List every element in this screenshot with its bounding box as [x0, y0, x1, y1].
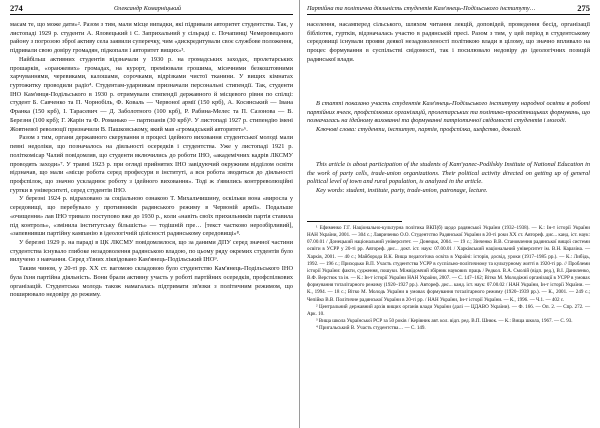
- abstract-paragraph: В статті показано участь студентів Кам'янець-Подільського інституту народної освіти в роботі партійних ячеєк, профспілкових організацій, пролетарських та політико-просвітницьких формувань, що позначалась на ідейному вихованні та формуванні патріотичної свідомості студентів і молоді.: [307, 100, 590, 125]
- abstract-ukrainian: [307, 100, 590, 135]
- right-running-head: Партійна та політична діяльність студентів Кам'янець-Подільського інституту…: [307, 5, 536, 12]
- footnote: ¹ Ефименко Г.Г. Національно-культурна політика ВКП(б) щодо радянської України (1932–1938). — К.: Ін-т історії України НАН України, 2001. — 304 с.; Лавриченко О.О. Студентство Радянської України в 20-ті роки XX ст. Автореф. дис... канд. іст. наук: 07.00.01 / Донецький національний університет. — Донецьк, 2004. — 19 с.; Зінченко В.В. Становлення радянської вищої системи освіти в УСРР у 20-ті рр. Автореф. дис... докт. іст. наук: 07.00.01 / Харківський національний університет ім. В.Н. Каразіна. — Харків, 2001. — 40 с.; Майборода В.К. Вища педагогічна освіта в Україні: історія, досвід, уроки (1917–1985 рр.). — К.: Либідь, 1992. — 196 с.; Приходько В.П. Участь студентства УСРР в суспільно-політичному та культурному житті в 1920-ті рр. // Проблеми історії України: факти, судження, пошуки. Міжвідомчий збірник наукових праць / Редкол. В.А. Смолій (відп. ред.), В.І. Даниленко, В.Ф. Верстюк та ін. — К.: Ін-т історії України НАН України, 2007. — С. 147–162; Вітко М. Молодіжні організації в УСРР в умовах формування тоталітарного режиму (1920–1927 рр.). Автореф. дис... канд. іст. наук: 07.00.02 / НАН України, Ін-т історії України. — К., 1994. — 18 с.; Вітко М. Молодь України в умовах формування тоталітарного режиму (1920–1939 рр.). — К., 2001. — 249 с.; Чепійко В.В. Політичне радянської України в 20-ті рр. / НАН України, Ін-т історії України. — К., 1996. — Ч.1. — 402 с.: [307, 225, 590, 303]
- keywords-ukrainian: Ключові слова: студенти, інститут, партія, профспілка, шефство, доклад.: [316, 126, 522, 134]
- body-paragraph: Найбільш активних студентів відзначали у 1930 р. на громадських заходах, пролетарських прошарків, «оранжевих» громадах, на курорт, преміювали грошима, місячними безкоштовними харчуваннями, черевиками, калошами, сорочками, відрізками чистої тканини. У вищих кімнатах гуртожитку проводили радіо⁴. Студентам-ударникам призначали персональні стипендії. Так, студенти ІНО Кам'янця-Подільського в 1930 р. отримували стипендії державного й місцевого рівня по спілці: студент Б. Савченко та П. Чорнобіль, Ф. Коваль — Червоної армії (150 крб), А. Косянський — Івана Франка (150 крб), І. Тарасевич — Д. Заболотного (100 крб), Р. Рабина-Мелес та П. Сазонова — В. Березня (100 крб); Г. Жарін та Ф. Романько — партизанів (30 крб)⁵. У листопаді 1927 р. стипендію імені Жовтневої революції призначили В. Пашковському, який мав «громадський авторитет»⁶.: [10, 55, 293, 133]
- keywords-english: Key words: student, institute, party, trade-union, patronage, lecture.: [316, 187, 488, 195]
- footnote-divider: [307, 221, 402, 222]
- right-body-text: [307, 21, 590, 65]
- right-page: [300, 0, 600, 428]
- abstract-paragraph: This article is about participation of the students of Kam'yanec-Podilskiy Institute of National Education in the work of party cells, trade-union organizations. Their political activity directed on getting up of general political level of town and rural population, is analyzed in the article.: [307, 161, 590, 186]
- body-paragraph: У березні 1929 р. на параді в ЦК ЛКСМУ повідомлялося, що за даними ДПУ серед значної частини студентства існувало глибоке незадоволення радянською владою, по цьому ряду окремих студентів було вилучено з навчання. Серед з'їзних ліквідовано Кам'янець-Подільський ІНО⁹.: [10, 238, 293, 264]
- footnote: ⁴ Пригальський В. Участь студентства… — С. 149.: [316, 325, 426, 332]
- left-page-header: [10, 3, 293, 15]
- footnote: ² Центральний державний архів вищих органів влади України (далі — ЦДАВО України). — Ф. 166. — Оп. 2. — Спр. 272. — Арк. 10.: [307, 303, 590, 317]
- body-paragraph: масам те, що може дати»². Разом з тим, мали місце випадки, які підривали авторитет студентства. Так, у листопаді 1929 р. студенти А. Яловецький і С. Заприхальний у сільраді с. Почапинці Чемеровецького району з погрозою зброї активу села заявили суперечку, чим «дискредитували своє службове положення, підривали свою довіру громадян, підкопали і авторитет вищих»³.: [10, 21, 293, 55]
- footnote: ³ Вища школа Української РСР за 50 років / Керівник авт. кол. відп. ред. В.П. Шнюк. — К.: Вища школа, 1967. — С. 93.: [316, 318, 573, 325]
- body-paragraph: Таким чином, у 20-ті рр. XX ст. вагомою складовою було студентство Кам'янець-Подільського ІНО була їхня партійна діяльність. Вони брали активну участь у роботі партійних осередків, профспілкових організацій. Студентська молодь також намагалась підтримати зв'язки з політичним режимом, що поширювало недовіру до режиму.: [10, 265, 293, 299]
- left-page-number: 274: [10, 3, 23, 13]
- left-body-text: [10, 21, 293, 300]
- right-page-number: 275: [577, 3, 590, 13]
- abstract-english: [307, 161, 590, 196]
- body-paragraph: населення, насамперед сільського, шляхом читання лекцій, доповідей, проведення бесід, організації бібліотек, гуртків, відзначалась участю в радянській пресі. Разом з тим, у цей період в студентському середовищі існували прояви деякої незадоволеності політикою влади в цілому, що значно впливало на процес формування в суспільстві свідомості, так і посилювало недовіру до ідеологічних позицій радянської влади.: [307, 21, 590, 63]
- body-paragraph: Разом з тим, органи державного скерування в процесі ідейного виховання студентської молоді мали певні недоліки, що позначалось на діяльності осередків і студентства. Уже у листопаді 1921 р. політкомісар Чалий повідомляв, що студенти включились до роботи ІНО, «академічних кадрів ЛКСМУ проводять заходи»⁷. У травні 1923 р. при огляді прийнятих ІНО завідуючий окружним відділом освіти відзначав, що мали «місце робота серед професури в інституті, а вся робота зводиться до діяльності профспілок, що значно ускладнює роботу з ідейного виховання». Тоді ж з'явились контрреволюційні гуртки в університеті, серед студентів ІНО.: [10, 134, 293, 194]
- left-running-head: Олександр Комарніцький: [114, 5, 182, 12]
- footnotes: [307, 225, 590, 332]
- right-page-header: [307, 3, 590, 15]
- body-paragraph: У березні 1924 р. відраховано за соціальною ознакою Т. Михальчишину, оскільки вона «виросла у середовищі, що перебувало у противників радянського режиму в Червоній армії». Подальше «очищення» лав ІНО тривало поступово вже до 1930 р., коли «навіть своїх прихильників партія ставила під контроль», «змінила інститутську більшість» — тодішній пре… [текст частково нерозбірливий], «запевнивши партійну кампанію в ідеологічній цілісності радянському середовищі»⁸.: [10, 195, 293, 238]
